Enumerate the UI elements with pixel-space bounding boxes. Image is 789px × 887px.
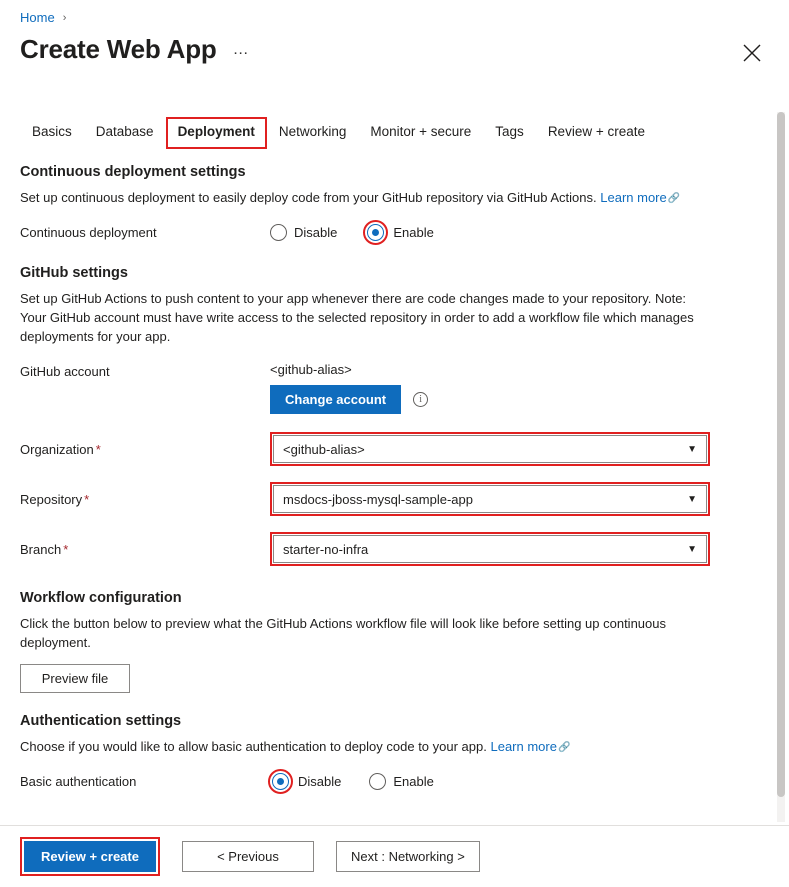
tab-tags-label: Tags [495,124,524,139]
required-marker: * [63,541,69,557]
continuous-deployment-learn-more-link[interactable] [600,190,680,205]
continuous-deployment-description [20,188,700,208]
radio-checked-icon[interactable] [367,224,384,241]
organization-label [20,442,270,457]
chevron-down-icon: ▼ [687,443,697,455]
basic-authentication-radio-group [270,771,434,792]
review-create-highlight [20,837,160,876]
continuous-deployment-disable-label: Disable [294,225,338,240]
continuous-deployment-radio-group [270,222,434,243]
tab-database-label: Database [95,124,154,139]
repository-row [20,482,769,516]
radio-unchecked-icon[interactable] [369,773,386,790]
previous-button[interactable]: < Previous [182,841,314,872]
page-title: Create Web App [20,34,217,64]
title-row [20,34,253,65]
repository-label-text: Repository [20,491,83,507]
breadcrumb [20,10,66,25]
repository-highlight [270,482,710,516]
github-account-block [270,362,428,414]
tab-deployment-label: Deployment [177,124,255,139]
tab-bar [20,117,657,149]
change-account-button[interactable]: Change account [270,385,401,414]
basic-authentication-enable-option[interactable] [369,773,433,790]
tab-review-create[interactable] [536,117,657,149]
branch-label-text: Branch [20,541,62,557]
breadcrumb-separator-icon: › [62,11,67,24]
tab-deployment[interactable] [166,117,267,149]
more-options-button[interactable]: … [232,40,249,58]
continuous-deployment-enable-option[interactable] [365,222,433,243]
authentication-learn-more-link[interactable] [490,739,570,754]
branch-dropdown[interactable] [273,535,707,563]
authentication-settings-description [20,737,700,757]
branch-label [20,542,270,557]
required-marker: * [84,491,90,507]
disable-radio-highlight [268,769,293,794]
tab-review-create-label: Review + create [547,124,645,139]
tab-monitor-secure[interactable] [358,117,483,149]
external-link-icon: 🔗 [667,193,681,204]
github-account-label: GitHub account [20,364,110,379]
required-marker: * [95,441,101,457]
workflow-configuration-description: Click the button below to preview what the GitHub Actions workflow file will look like before setting up continuous deployment. [20,616,666,650]
close-icon[interactable] [741,42,763,64]
basic-authentication-disable-option[interactable] [270,771,341,792]
radio-unchecked-icon[interactable] [270,224,287,241]
scrollbar-thumb[interactable] [777,112,785,797]
basic-authentication-label: Basic authentication [20,774,137,789]
review-create-button[interactable]: Review + create [24,841,156,872]
repository-value: msdocs-jboss-mysql-sample-app [283,491,473,507]
tab-networking[interactable] [267,117,359,149]
continuous-deployment-heading: Continuous deployment settings [20,164,246,180]
vertical-scrollbar[interactable] [777,112,785,822]
chevron-down-icon: ▼ [687,493,697,505]
organization-highlight [270,432,710,466]
organization-value: <github-alias> [283,441,365,457]
basic-authentication-enable-label: Enable [393,774,434,789]
branch-row [20,532,769,566]
wizard-footer [0,825,789,887]
github-settings-description: Set up GitHub Actions to push content to your app whenever there are code changes made to your repository. Note: Your GitHub account must have write access to the selected repository in order to add a workflow file which manages deployments for your app. [20,291,694,344]
tab-basics[interactable] [20,117,84,149]
organization-row [20,432,769,466]
continuous-deployment-row [20,222,769,243]
chevron-down-icon: ▼ [687,543,697,555]
enable-radio-highlight [363,220,388,245]
radio-checked-icon[interactable] [272,773,289,790]
github-account-row [20,362,769,414]
breadcrumb-home-link[interactable]: Home [20,10,55,25]
workflow-configuration-heading: Workflow configuration [20,590,182,606]
info-icon[interactable]: i [413,392,428,407]
branch-value: starter-no-infra [283,541,369,557]
preview-file-button[interactable]: Preview file [20,664,130,693]
preview-file-row [20,664,769,693]
continuous-deployment-learn-more-label: Learn more [600,190,667,205]
repository-dropdown[interactable] [273,485,707,513]
github-settings-heading: GitHub settings [20,265,128,281]
branch-highlight [270,532,710,566]
basic-authentication-disable-label: Disable [298,774,342,789]
tab-networking-label: Networking [278,124,347,139]
tab-tags[interactable] [483,117,536,149]
authentication-settings-description-text: Choose if you would like to allow basic authentication to deploy code to your app. [20,739,487,754]
github-account-actions [270,385,428,414]
continuous-deployment-disable-option[interactable] [270,224,337,241]
organization-dropdown[interactable] [273,435,707,463]
continuous-deployment-description-text: Set up continuous deployment to easily deploy code from your GitHub repository via GitHub Actions. [20,190,597,205]
github-account-value: <github-alias> [270,362,352,377]
tab-monitor-secure-label: Monitor + secure [370,124,472,139]
continuous-deployment-enable-label: Enable [393,225,434,240]
deployment-form [0,152,789,822]
tab-basics-label: Basics [32,124,72,139]
tab-database[interactable] [84,117,166,149]
basic-authentication-row [20,771,769,792]
authentication-learn-more-label: Learn more [490,739,557,754]
next-networking-button[interactable]: Next : Networking > [336,841,480,872]
external-link-icon: 🔗 [557,742,571,753]
repository-label [20,492,270,507]
authentication-settings-heading: Authentication settings [20,713,182,729]
continuous-deployment-label: Continuous deployment [20,225,157,240]
organization-label-text: Organization [20,441,94,457]
